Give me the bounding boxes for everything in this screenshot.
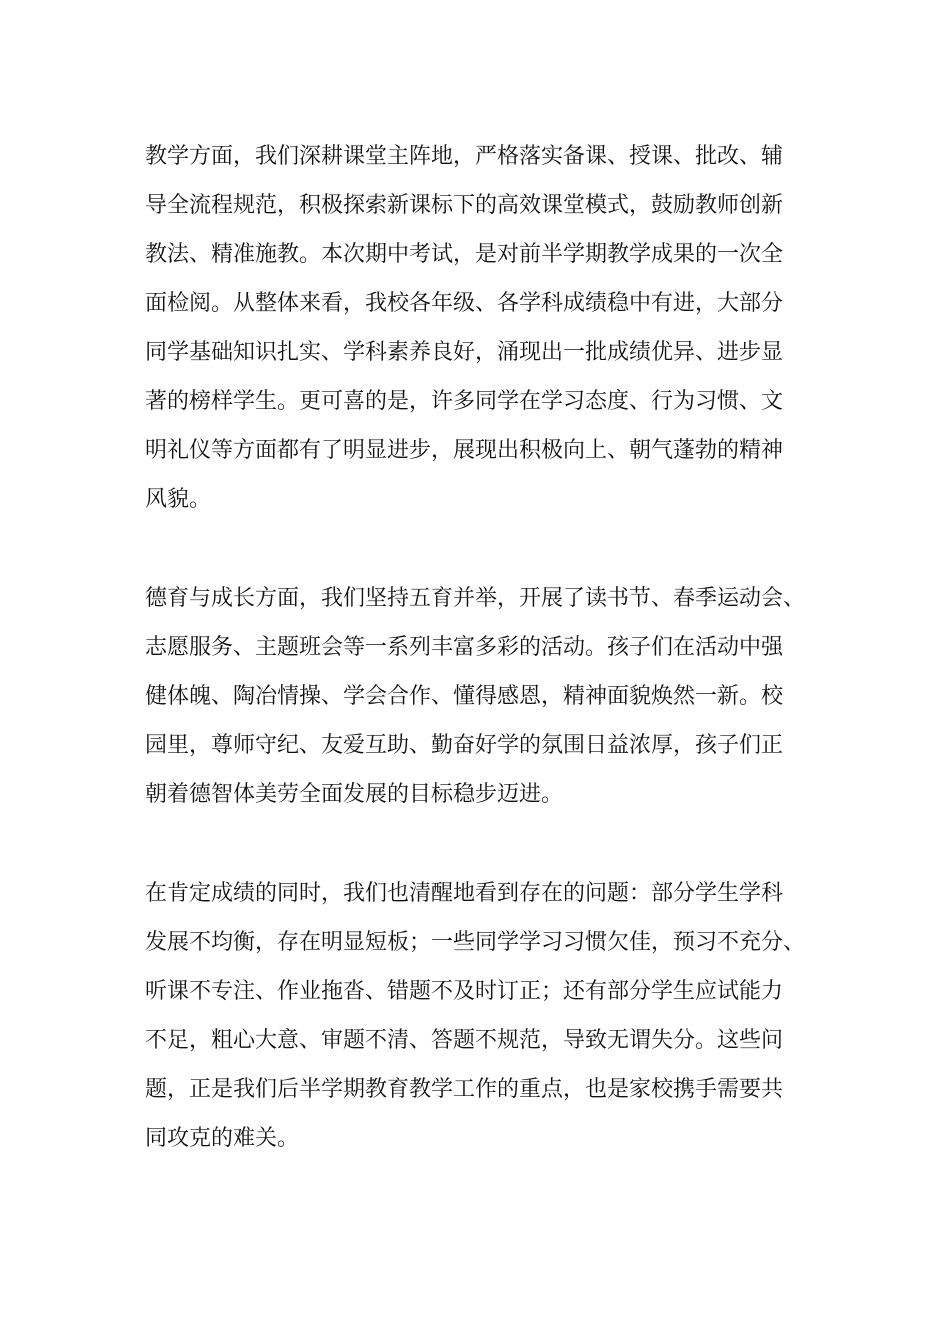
text-line: 德育与成长方面，我们坚持五育并举，开展了读书节、春季运动会、: [145, 586, 806, 611]
text-line: 在肯定成绩的同时，我们也清醒地看到存在的问题：部分学生学科: [145, 881, 784, 906]
document-body: [145, 132, 825, 1163]
paragraph-spacer: [145, 819, 825, 869]
text-line: 同学基础知识扎实、学科素养良好，涌现出一批成绩优异、进步显: [145, 340, 784, 365]
text-line: 听课不专注、作业拖沓、错题不及时订正；还有部分学生应试能力: [145, 979, 784, 1004]
text-line: 健体魄、陶冶情操、学会合作、懂得感恩，精神面貌焕然一新。校: [145, 684, 784, 709]
text-line: 教学方面，我们深耕课堂主阵地，严格落实备课、授课、批改、辅: [145, 144, 784, 169]
text-line: 著的榜样学生。更可喜的是，许多同学在学习态度、行为习惯、文: [145, 389, 784, 414]
paragraph-problems: [145, 869, 825, 1163]
text-line: 发展不均衡，存在明显短板；一些同学学习习惯欠佳，预习不充分、: [145, 930, 806, 955]
text-line: 同攻克的难关。: [145, 1126, 300, 1151]
text-line: 不足，粗心大意、审题不清、答题不规范，导致无谓失分。这些问: [145, 1028, 784, 1053]
text-line: 风貌。: [145, 487, 212, 512]
text-line: 面检阅。从整体来看，我校各年级、各学科成绩稳中有进，大部分: [145, 291, 784, 316]
paragraph-teaching: [145, 132, 825, 524]
text-line: 明礼仪等方面都有了明显进步，展现出积极向上、朝气蓬勃的精神: [145, 438, 784, 463]
text-line: 志愿服务、主题班会等一系列丰富多彩的活动。孩子们在活动中强: [145, 635, 784, 660]
text-line: 导全流程规范，积极探索新课标下的高效课堂模式，鼓励教师创新: [145, 193, 784, 218]
text-line: 教法、精准施教。本次期中考试，是对前半学期教学成果的一次全: [145, 242, 784, 267]
text-line: 朝着德智体美劳全面发展的目标稳步迈进。: [145, 782, 564, 807]
paragraph-spacer: [145, 524, 825, 574]
paragraph-moral-education: [145, 574, 825, 819]
text-line: 园里，尊师守纪、友爱互助、勤奋好学的氛围日益浓厚，孩子们正: [145, 733, 784, 758]
text-line: 题，正是我们后半学期教育教学工作的重点，也是家校携手需要共: [145, 1077, 784, 1102]
